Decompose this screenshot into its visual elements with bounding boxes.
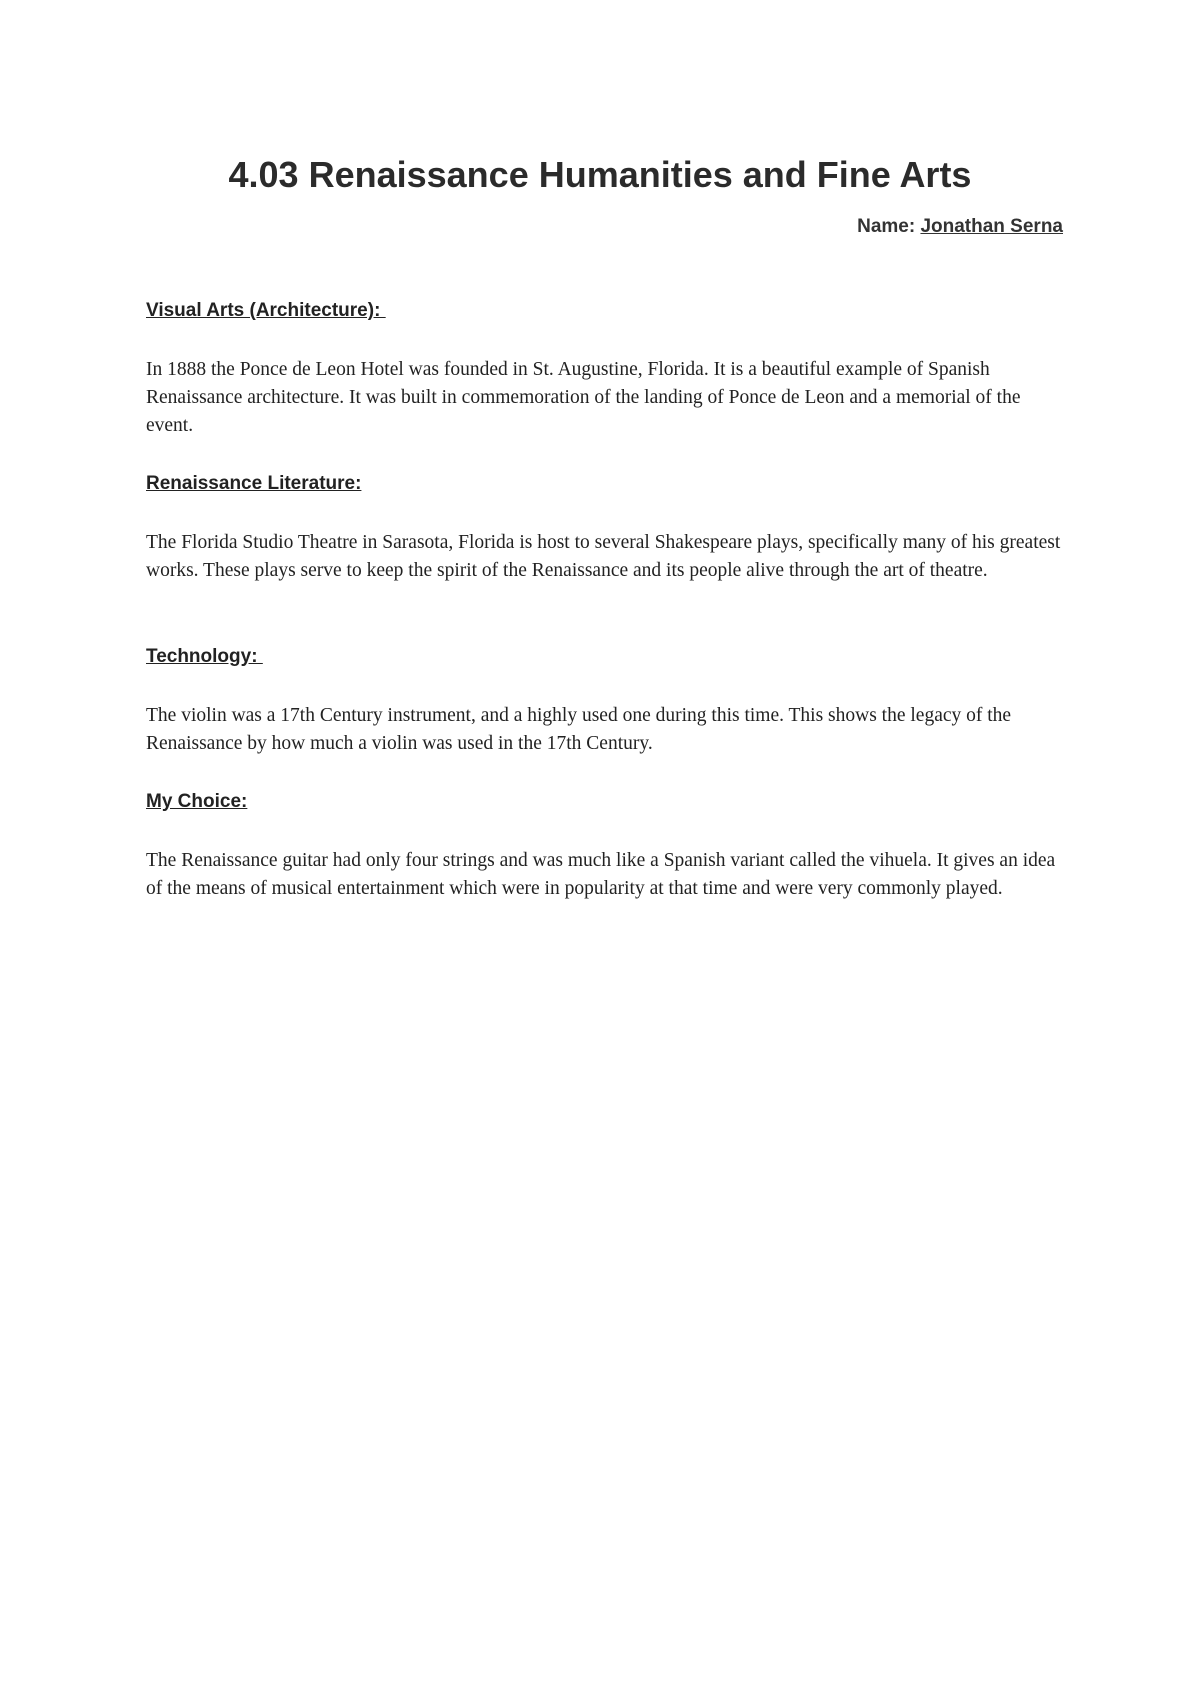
section-body-visual-arts: In 1888 the Ponce de Leon Hotel was founded in St. Augustine, Florida. It is a beautiful example of Spanish Renaissance architecture. It was built in commemoration of the landing of Ponce de Leon and a memorial of the event.	[146, 359, 1021, 436]
section-heading-technology: Technology:	[146, 646, 263, 667]
name-label: Name:	[857, 216, 921, 237]
section-body-technology: The violin was a 17th Century instrument, and a highly used one during this time. This shows the legacy of the Renaissance by how much a violin was used in the 17th Century.	[146, 705, 1012, 754]
section-heading-my-choice: My Choice:	[146, 791, 248, 812]
section-body-literature: The Florida Studio Theatre in Sarasota, Florida is host to several Shakespeare plays, specifically many of his greatest works. These plays serve to keep the spirit of the Renaissance and its people alive through the art of theatre.	[146, 532, 1061, 581]
page-title: 4.03 Renaissance Humanities and Fine Arts	[228, 154, 972, 195]
name-value: Jonathan Serna	[920, 216, 1063, 237]
section-body-my-choice: The Renaissance guitar had only four strings and was much like a Spanish variant called the vihuela. It gives an idea of the means of musical entertainment which were in popularity at that time and were very commonly played.	[146, 850, 1056, 899]
section-heading-literature: Renaissance Literature:	[146, 473, 362, 494]
section-heading-visual-arts: Visual Arts (Architecture):	[146, 300, 386, 321]
name-line	[857, 216, 1063, 238]
